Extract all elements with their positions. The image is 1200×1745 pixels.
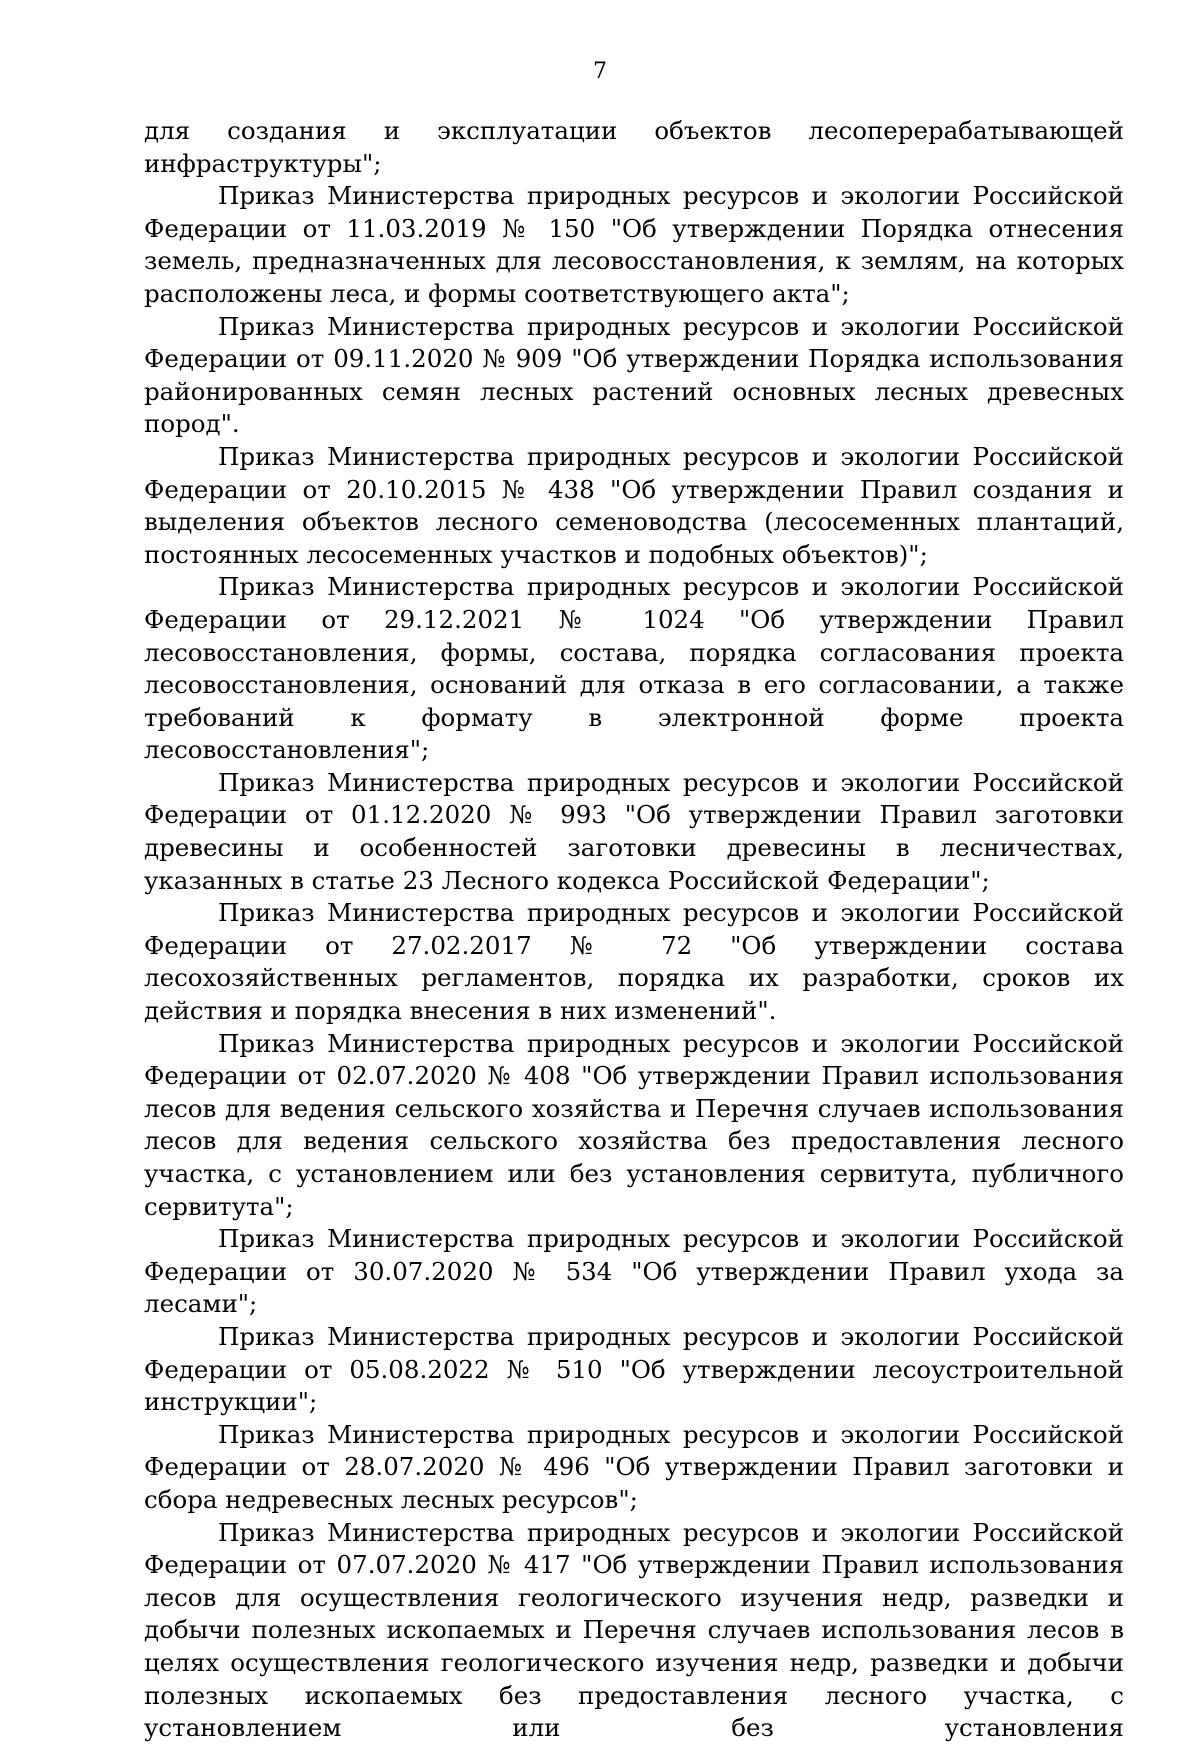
- paragraph-order-72: Приказ Министерства природных ресурсов и экологии Российской Федерации от 27.02.2017 № 72 "Об утверждении состава лесохозяйственных регламентов, порядка их разработки, сроков их действия и порядка внесения в них изменений".: [144, 898, 1124, 1026]
- paragraph-order-496: Приказ Министерства природных ресурсов и экологии Российской Федерации от 28.07.2020 № 496 "Об утверждении Правил заготовки и сбора недревесных лесных ресурсов";: [144, 1419, 1124, 1514]
- paragraph-order-417: Приказ Министерства природных ресурсов и экологии Российской Федерации от 07.07.2020 № 417 "Об утверждении Правил использования лесов для осуществления геологического изучения недр, разведки и добычи полезных ископаемых и Перечня случаев использования лесов в целях осуществления геологического изучения недр, разведки и добычи полезных ископаемых без предоставления лесного участка, с установлением или без установления: [144, 1517, 1124, 1743]
- paragraph-order-993: Приказ Министерства природных ресурсов и экологии Российской Федерации от 01.12.2020 № 993 "Об утверждении Правил заготовки древесины и особенностей заготовки древесины в лесничествах, указанных в статье 23 Лесного кодекса Российской Федерации";: [144, 767, 1124, 895]
- paragraph-continued: для создания и эксплуатации объектов лесоперерабатывающей инфраструктуры";: [144, 116, 1124, 178]
- page-number: 7: [593, 59, 607, 84]
- paragraph-order-408: Приказ Министерства природных ресурсов и экологии Российской Федерации от 02.07.2020 № 408 "Об утверждении Правил использования лесов для ведения сельского хозяйства и Перечня случаев использования лесов для ведения сельского хозяйства без предоставления лесного участка, с установлением или без установления сервитута, публичного сервитута";: [144, 1028, 1124, 1221]
- paragraph-order-510: Приказ Министерства природных ресурсов и экологии Российской Федерации от 05.08.2022 № 510 "Об утверждении лесоустроительной инструкции";: [144, 1321, 1124, 1417]
- paragraph-order-150: Приказ Министерства природных ресурсов и экологии Российской Федерации от 11.03.2019 № 150 "Об утверждении Порядка отнесения земель, предназначенных для лесовосстановления, к землям, на которых расположены леса, и формы соответствующего акта";: [144, 181, 1124, 308]
- paragraph-order-1024: Приказ Министерства природных ресурсов и экологии Российской Федерации от 29.12.2021 № 1024 "Об утверждении Правил лесовосстановления, формы, состава, порядка согласования проекта лесовосстановления, оснований для отказа в его согласовании, а также требований к формату в электронной форме проекта лесовосстановления";: [144, 572, 1124, 765]
- paragraph-order-534: Приказ Министерства природных ресурсов и экологии Российской Федерации от 30.07.2020 № 534 "Об утверждении Правил ухода за лесами";: [144, 1224, 1124, 1319]
- document-body: [144, 115, 1124, 1745]
- paragraph-order-909: Приказ Министерства природных ресурсов и экологии Российской Федерации от 09.11.2020 № 909 "Об утверждении Порядка использования районированных семян лесных растений основных лесных древесных пород".: [144, 311, 1124, 439]
- paragraph-order-438: Приказ Министерства природных ресурсов и экологии Российской Федерации от 20.10.2015 № 438 "Об утверждении Правил создания и выделения объектов лесного семеноводства (лесосеменных плантаций, постоянных лесосеменных участков и подобных объектов)";: [144, 441, 1124, 569]
